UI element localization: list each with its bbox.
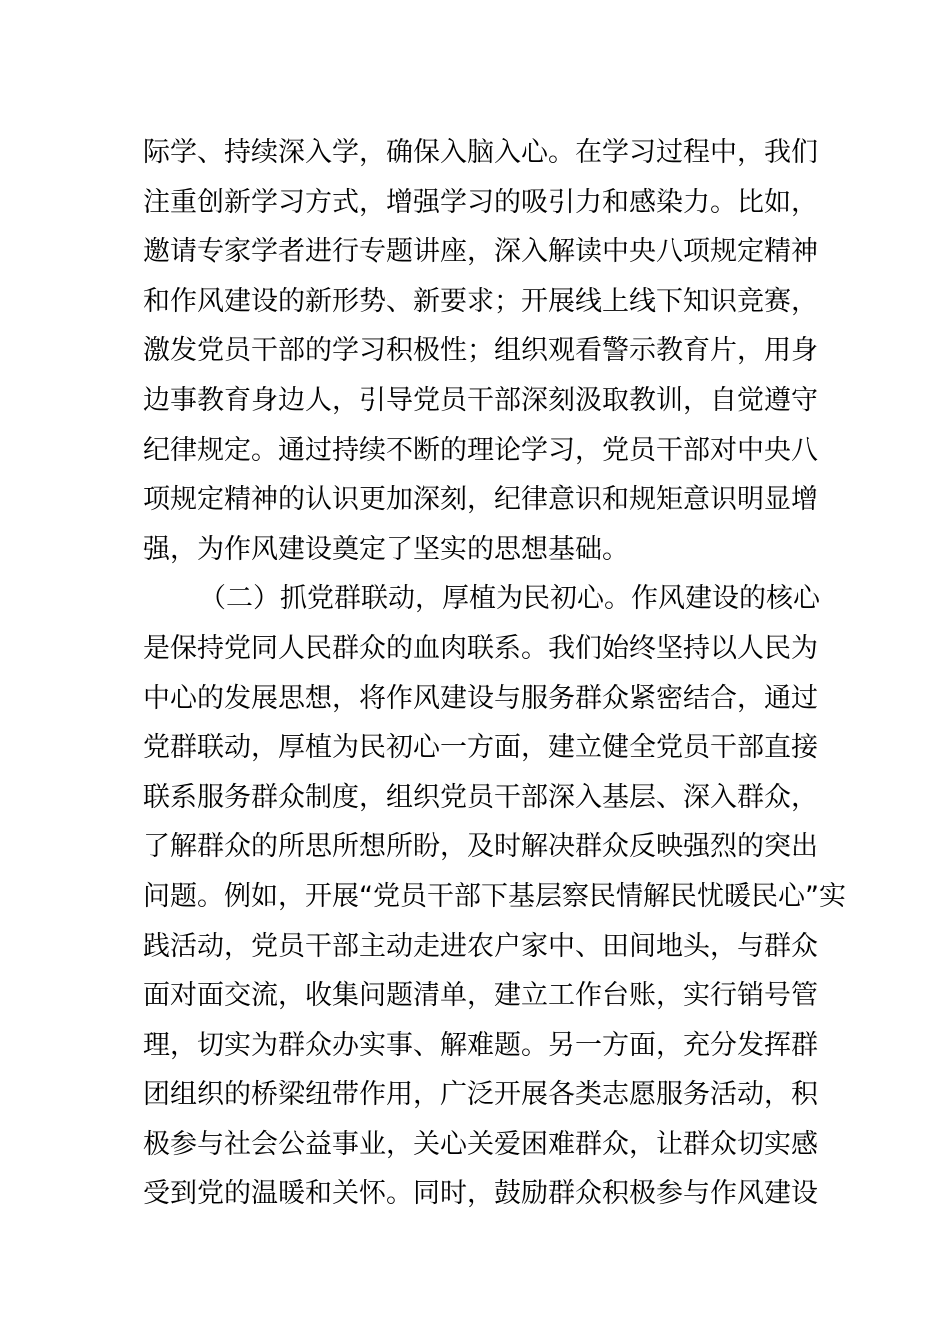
text-line: 际学、持续深入学，确保入脑入心。在学习过程中，我们 bbox=[143, 137, 818, 168]
text-line: 注重创新学习方式，增强学习的吸引力和感染力。比如， bbox=[143, 186, 818, 218]
text-line: 联系服务群众制度，组织党员干部深入基层、深入群众， bbox=[143, 781, 818, 813]
text-line: 中心的发展思想，将作风建设与服务群众紧密结合，通过 bbox=[143, 682, 818, 714]
paragraph-2 bbox=[143, 574, 846, 1219]
section-heading-line: （二）抓党群联动，厚植为民初心。作风建设的核心 bbox=[199, 583, 820, 615]
text-line: 邀请专家学者进行专题讲座，深入解读中央八项规定精神 bbox=[143, 236, 818, 268]
text-line: 项规定精神的认识更加深刻，纪律意识和规矩意识明显增 bbox=[143, 484, 818, 516]
text-line: 受到党的温暖和关怀。同时，鼓励群众积极参与作风建设 bbox=[143, 1178, 818, 1210]
text-line: 党群联动，厚植为民初心一方面，建立健全党员干部直接 bbox=[143, 732, 818, 764]
text-line: 极参与社会公益事业，关心关爱困难群众，让群众切实感 bbox=[143, 1128, 818, 1160]
text-line: 纪律规定。通过持续不断的理论学习，党员干部对中央八 bbox=[143, 434, 818, 466]
text-line: 是保持党同人民群众的血肉联系。我们始终坚持以人民为 bbox=[143, 632, 818, 664]
text-line: 边事教育身边人，引导党员干部深刻汲取教训，自觉遵守 bbox=[143, 384, 818, 416]
text-line: 面对面交流，收集问题清单，建立工作台账，实行销号管 bbox=[143, 980, 818, 1012]
text-line: 理，切实为群众办实事、解难题。另一方面，充分发挥群 bbox=[143, 1029, 818, 1061]
text-line: 团组织的桥梁纽带作用，广泛开展各类志愿服务活动，积 bbox=[143, 1079, 818, 1111]
text-line: 和作风建设的新形势、新要求；开展线上线下知识竞赛， bbox=[143, 285, 818, 317]
text-line: 践活动，党员干部主动走进农户家中、田间地头，与群众 bbox=[143, 930, 818, 962]
text-line: 问题。例如，开展“党员干部下基层察民情解民忧暖民心”实 bbox=[143, 880, 846, 912]
text-line: 了解群众的所思所想所盼，及时解决群众反映强烈的突出 bbox=[143, 831, 818, 863]
text-line: 激发党员干部的学习积极性；组织观看警示教育片，用身 bbox=[143, 335, 818, 367]
body-text bbox=[143, 128, 846, 1219]
text-line: 强，为作风建设奠定了坚实的思想基础。 bbox=[143, 533, 629, 565]
paragraph-1 bbox=[143, 128, 818, 574]
